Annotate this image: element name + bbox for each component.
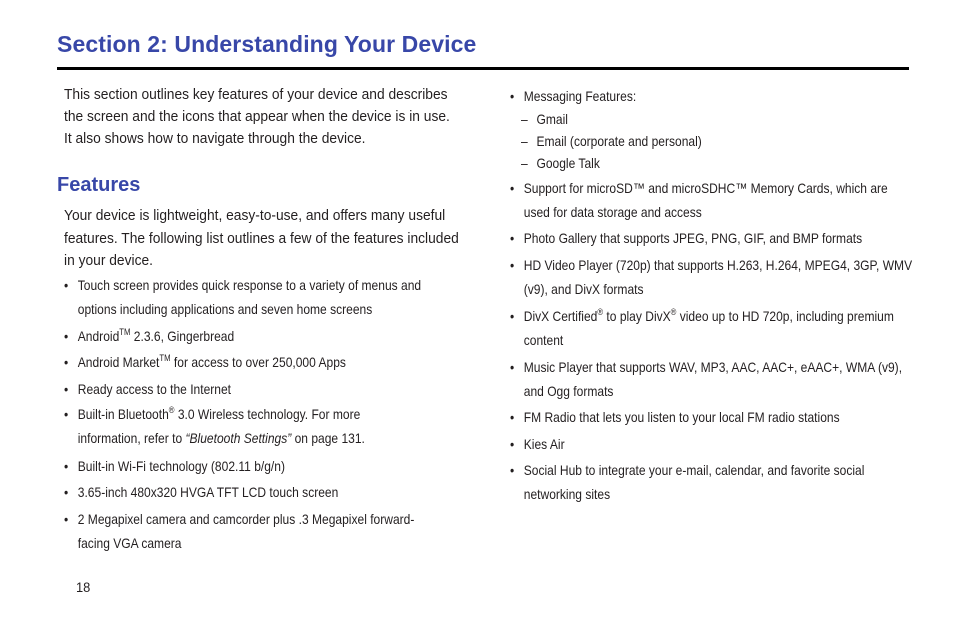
sub-item-email	[521, 130, 865, 152]
list-item-microsd	[510, 176, 914, 224]
item-text: 2.3.6, Gingerbread	[130, 328, 235, 344]
list-item-touch-screen	[64, 273, 460, 321]
item-text: 3.65-inch 480x320 HVGA TFT LCD touch screen	[77, 484, 339, 500]
item-text: Photo Gallery that supports JPEG, PNG, GIF, and BMP formats	[523, 230, 863, 246]
bullet-icon: •	[64, 354, 69, 370]
sub-item-text: Gmail	[536, 111, 568, 127]
item-text: Ready access to the Internet	[77, 381, 232, 397]
intro-paragraph: This section outlines key features of your device and describes the screen and the icons that appear when the device is in use. It also shows how to navigate through the device.	[64, 86, 450, 147]
item-text: Android	[77, 328, 120, 344]
left-column	[57, 84, 464, 551]
registered-sup: ®	[670, 307, 677, 317]
item-text: Social Hub to integrate your e-mail, calendar, and favorite social networking sites	[523, 462, 865, 502]
dash-icon: –	[521, 155, 528, 171]
trademark-sup: TM	[119, 327, 131, 337]
list-item-bluetooth	[64, 402, 425, 450]
list-item-photo-gallery	[510, 226, 914, 250]
item-text: Kies Air	[523, 436, 565, 452]
bullet-icon: •	[64, 484, 69, 500]
item-text: to play DivX	[603, 308, 671, 324]
dash-icon: –	[521, 133, 528, 149]
item-text: Built-in Bluetooth	[77, 406, 169, 422]
list-item-messaging	[510, 84, 906, 108]
item-text: for access to over 250,000 Apps	[170, 354, 346, 370]
sub-item-google-talk	[521, 152, 865, 174]
bullet-icon: •	[64, 328, 69, 344]
list-item-divx	[510, 304, 906, 352]
item-text: HD Video Player (720p) that supports H.263, H.264, MPEG4, 3GP, WMV (v9), and DivX formats	[523, 257, 913, 297]
bluetooth-settings-link[interactable]: “Bluetooth Settings”	[185, 430, 292, 446]
item-text: Messaging Features:	[523, 88, 637, 104]
registered-sup: ®	[597, 307, 604, 317]
title-rule	[57, 67, 909, 70]
list-item-camera	[64, 507, 425, 555]
list-item-video-player	[510, 253, 914, 301]
dash-icon: –	[521, 111, 528, 127]
item-text: Support for microSD™ and microSDHC™ Memory Cards, which are used for data storage and access	[523, 180, 888, 220]
sub-item-gmail	[521, 108, 865, 130]
list-item-screen	[64, 480, 460, 504]
bullet-icon: •	[510, 462, 515, 478]
item-text: Built-in Wi-Fi technology (802.11 b/g/n)	[77, 458, 285, 474]
sub-item-text: Google Talk	[536, 155, 600, 171]
registered-sup: ®	[168, 405, 175, 415]
list-item-fm-radio	[510, 405, 914, 429]
sub-item-text: Email (corporate and personal)	[536, 133, 702, 149]
list-item-kies-air	[510, 432, 914, 456]
item-text: Touch screen provides quick response to a variety of menus and options including applications and seven home screens	[77, 277, 422, 317]
bullet-icon: •	[510, 230, 515, 246]
item-text: FM Radio that lets you listen to your local FM radio stations	[523, 409, 840, 425]
bullet-icon: •	[64, 406, 69, 422]
list-item-android	[64, 324, 460, 348]
trademark-sup: TM	[159, 353, 171, 363]
item-text: video up to HD 720p, including premium content	[523, 308, 894, 348]
page-number: 18	[76, 579, 91, 595]
features-intro: Your device is lightweight, easy-to-use, and offers many useful features. The following list outlines a few of the features included in your device.	[64, 207, 459, 269]
bullet-icon: •	[64, 458, 69, 474]
item-text: Music Player that supports WAV, MP3, AAC, AAC+, eAAC+, WMA (v9), and Ogg formats	[523, 359, 903, 399]
bullet-icon: •	[64, 277, 69, 293]
bullet-icon: •	[510, 308, 515, 324]
list-item-music-player	[510, 355, 914, 403]
bullet-icon: •	[510, 436, 515, 452]
list-item-wifi	[64, 454, 460, 478]
bullet-icon: •	[64, 511, 69, 527]
item-text: DivX Certified	[523, 308, 598, 324]
bullet-icon: •	[510, 180, 515, 196]
section-title: Section 2: Understanding Your Device	[57, 31, 477, 57]
bullet-icon: •	[510, 359, 515, 375]
item-text: 3.0 Wireless technology. For more information, refer to	[77, 406, 361, 446]
list-item-internet	[64, 377, 460, 401]
bullet-icon: •	[510, 409, 515, 425]
item-text: on page 131.	[291, 430, 365, 446]
bullet-icon: •	[64, 381, 69, 397]
bullet-icon: •	[510, 257, 515, 273]
list-item-android-market	[64, 350, 460, 374]
bullet-icon: •	[510, 88, 515, 104]
list-item-social-hub	[510, 458, 914, 506]
item-text: Android Market	[77, 354, 160, 370]
features-heading: Features	[57, 174, 141, 196]
item-text: 2 Megapixel camera and camcorder plus .3 Megapixel forward-facing VGA camera	[77, 511, 415, 551]
